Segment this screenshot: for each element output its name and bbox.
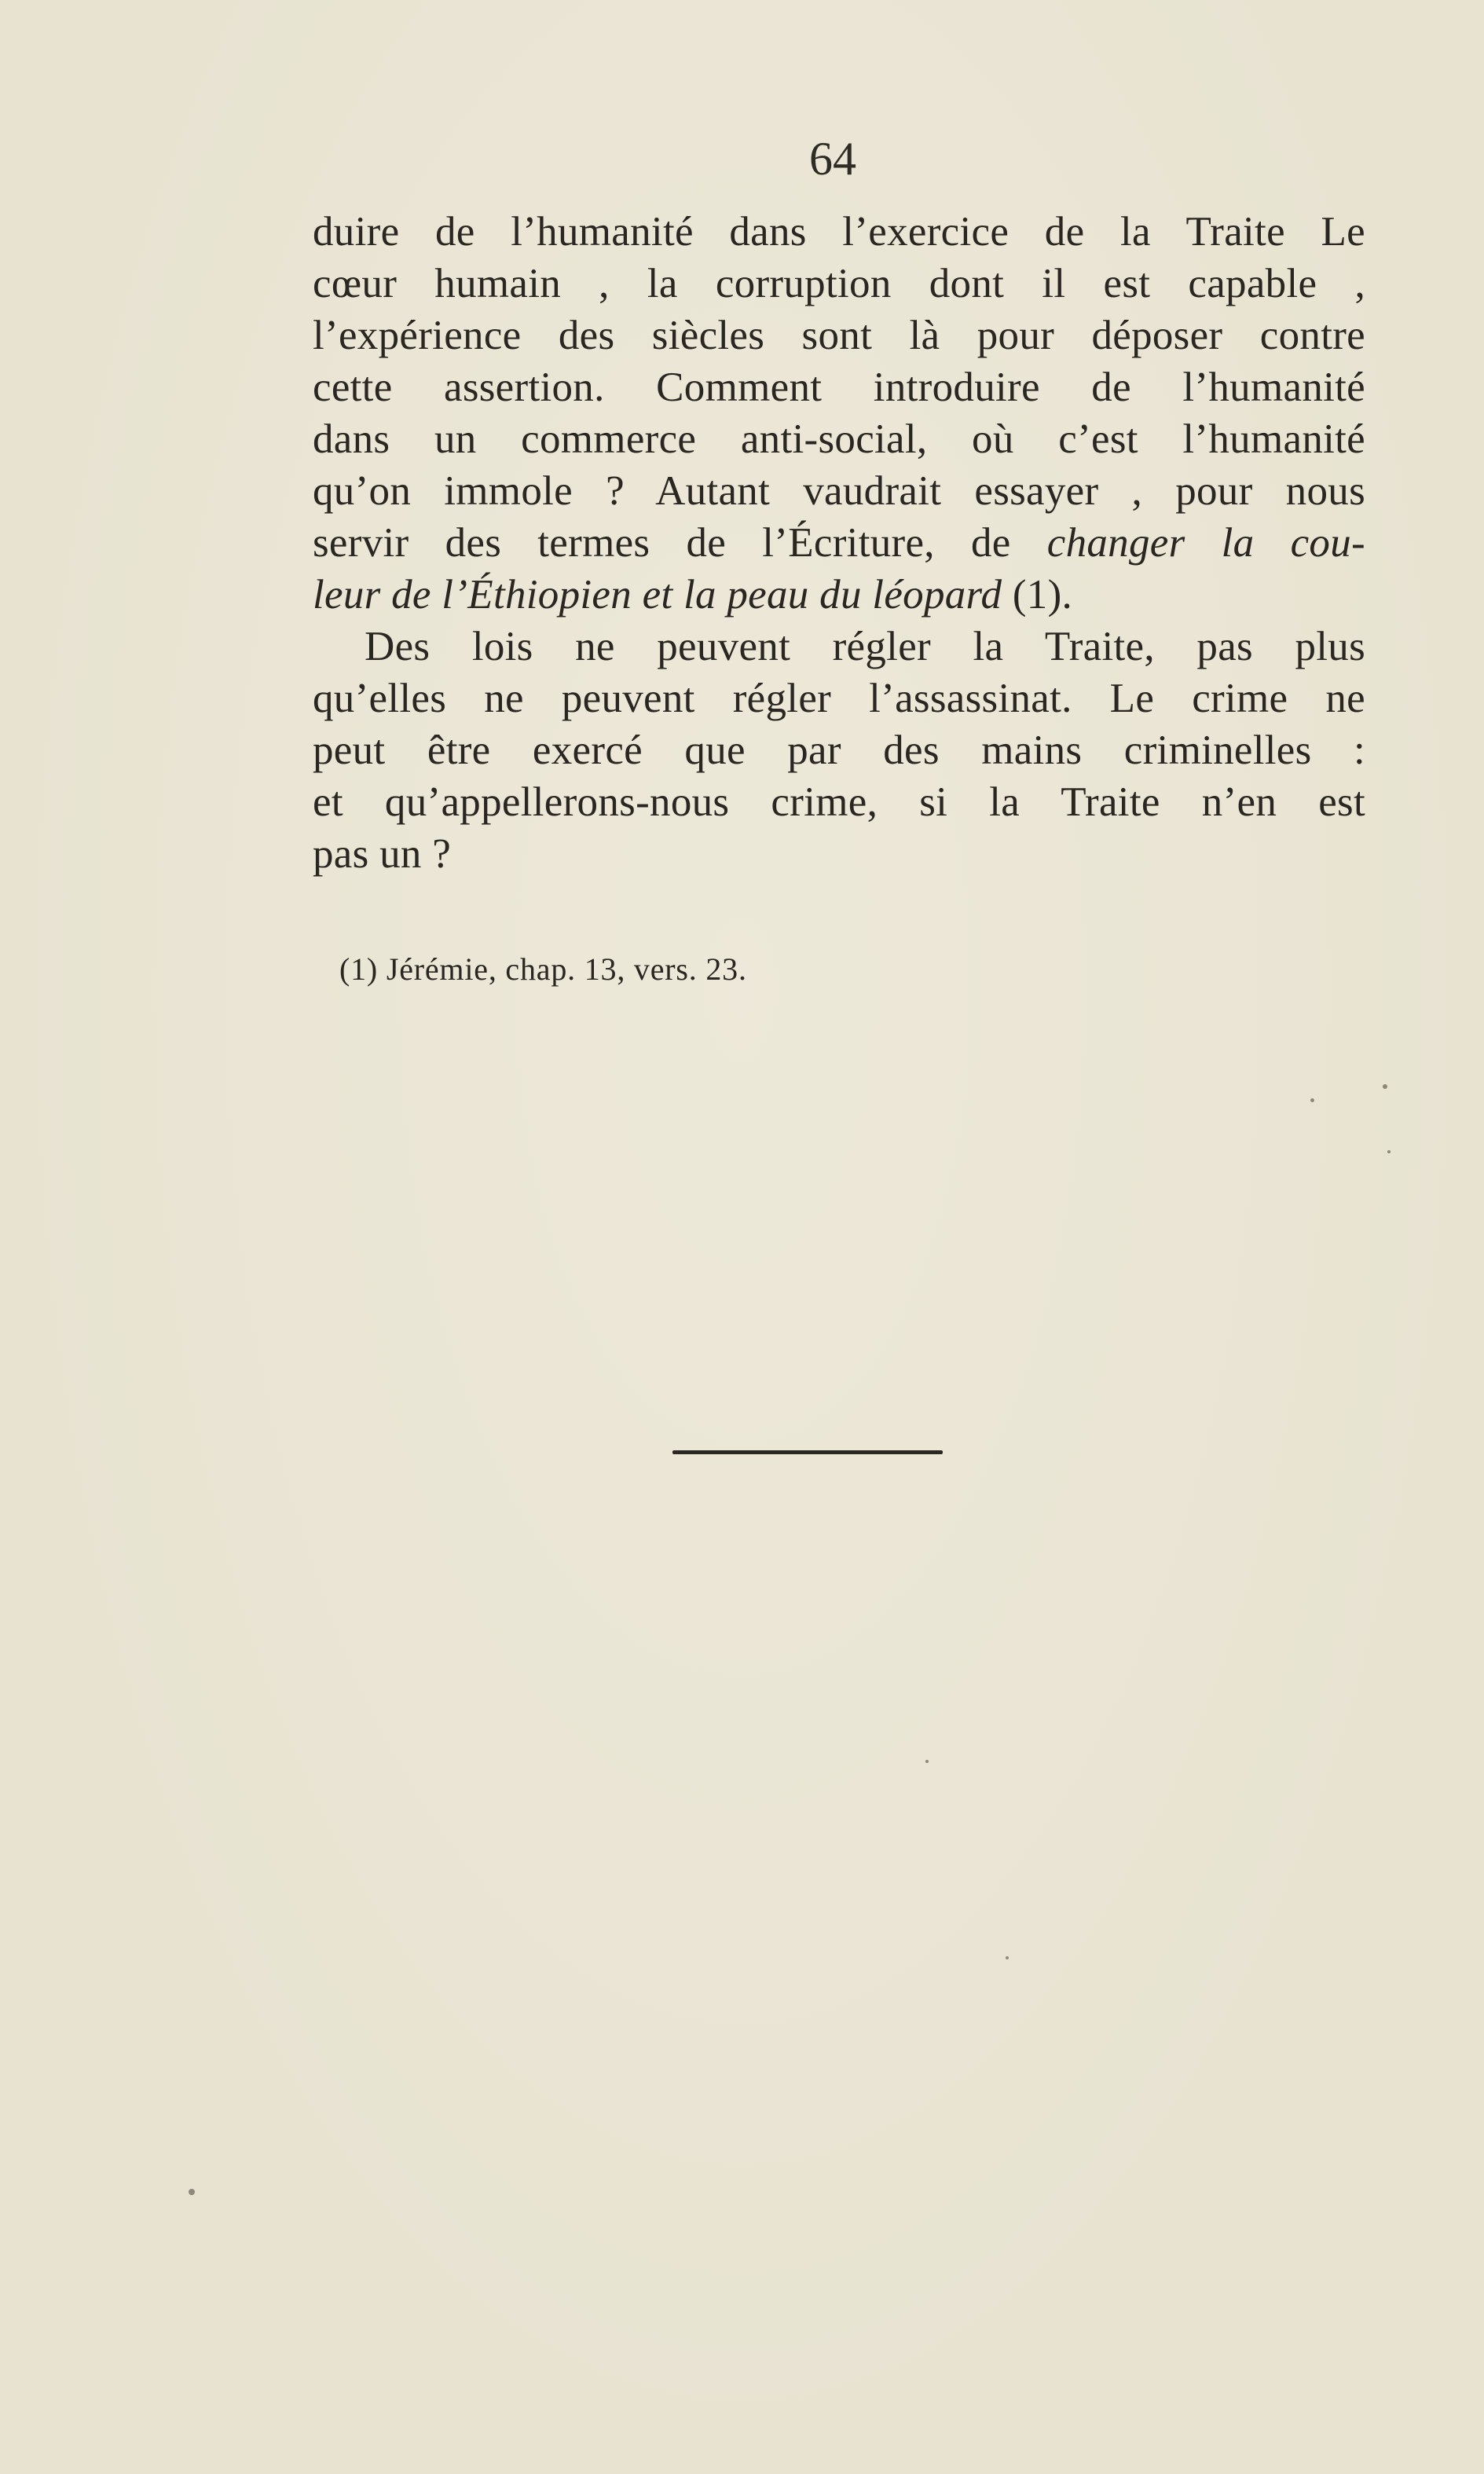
text-line	[313, 517, 1365, 569]
text-line: dans un commerce anti-social, où c’est l’humanité	[313, 416, 1365, 462]
text-line: et qu’appellerons-nous crime, si la Traite n’en est	[313, 779, 1365, 825]
text-line: l’expérience des siècles sont là pour déposer contre	[313, 313, 1365, 358]
paper-speck	[1310, 1098, 1314, 1102]
italic-quote: leur de l’Éthiopien et la peau du léopard	[313, 572, 1002, 618]
text-line-roman: servir des termes de l’Écriture, de	[313, 520, 1011, 566]
text-line: Des lois ne peuvent régler la Traite, pas plus	[365, 624, 1365, 669]
text-line: qu’elles ne peuvent régler l’assassinat. Le crime ne	[313, 676, 1365, 721]
text-line: pas un ?	[313, 831, 452, 877]
footnote: (1) Jérémie, chap. 13, vers. 23.	[339, 951, 747, 987]
text-line	[313, 569, 1365, 621]
text-line: cette assertion. Comment introduire de l’humanité	[313, 365, 1365, 410]
paper-speck	[189, 2189, 195, 2195]
paper-speck	[1387, 1150, 1391, 1153]
end-rule	[672, 1450, 943, 1454]
text-line: peut être exercé que par des mains criminelles :	[313, 728, 1365, 773]
paper-speck	[1383, 1084, 1387, 1089]
paper-speck	[1006, 1956, 1009, 1959]
text-line: qu’on immole ? Autant vaudrait essayer , pour nous	[313, 468, 1365, 514]
italic-quote: changer la cou-	[1046, 520, 1365, 566]
page-number: 64	[809, 133, 856, 185]
text-line: duire de l’humanité dans l’exercice de la Traite Le	[313, 209, 1365, 255]
footnote-reference: (1).	[1002, 572, 1073, 618]
body-text	[313, 206, 1365, 880]
text-line: cœur humain , la corruption dont il est capable ,	[313, 261, 1365, 306]
paper-speck	[925, 1760, 929, 1763]
